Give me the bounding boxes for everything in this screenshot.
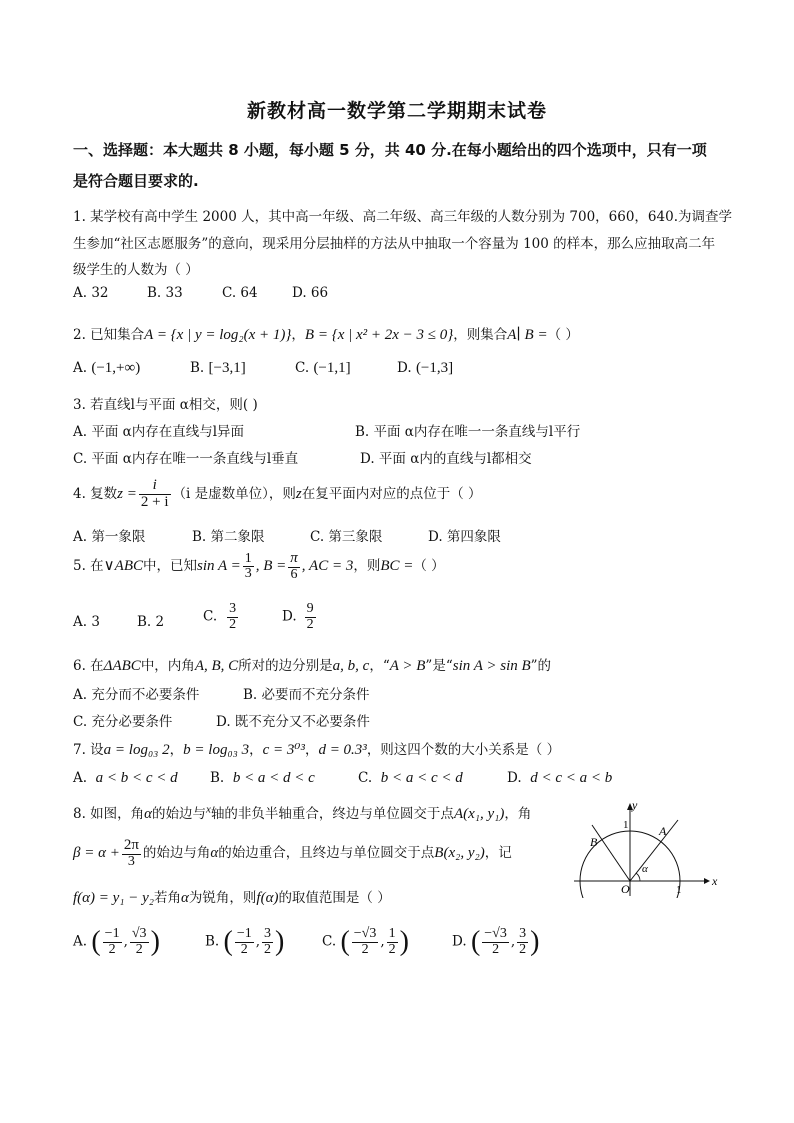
q4-z: z = <box>117 485 137 502</box>
q5-AC: , AC = 3 <box>301 558 354 575</box>
q8-option-b-num1: −1 <box>236 925 252 941</box>
q5-option-d-label: D. <box>282 608 297 625</box>
q8-beta: β = α + <box>73 845 120 862</box>
q3-option-c: C. 平面 α内存在唯一一条直线与l垂直 <box>73 451 299 467</box>
angle-alpha-arc <box>636 873 640 881</box>
q8-option-a-num1: −1 <box>104 925 120 941</box>
q7-sep2: ， <box>249 742 263 758</box>
q2-stem <box>73 323 579 344</box>
q4-mid: （i 是虚数单位），则 <box>172 485 296 502</box>
q1-option-b: B. 33 <box>147 285 183 301</box>
q4-option-a: A. 第一象限 <box>73 529 146 545</box>
q7-option-b <box>210 770 315 787</box>
q5-frac1-den: 3 <box>244 566 252 582</box>
q2-option-c-label: C. <box>295 360 310 376</box>
q5-frac2 <box>288 551 300 582</box>
q2-option-c-value: (−1,1] <box>313 360 351 376</box>
q5-option-a: A. 3 <box>73 614 100 630</box>
q4-option-d: D. 第四象限 <box>428 529 501 545</box>
q1-line1: 1. 某学校有高中学生 2000 人，其中高一年级、高二年级、高三年级的人数分别为 700，660，640.为调查学 <box>73 209 732 225</box>
q5-mid: 中，已知 <box>142 558 197 575</box>
q8-f-def: f(α) = y₁ − y₂ <box>73 890 155 906</box>
q7-prefix: 7. 设 <box>73 742 104 758</box>
q4-suffix: 在复平面内对应的点位于（ ） <box>301 485 482 502</box>
q8-option-c: C. ( $\frac{-√3}{2}$ , $\frac{1}{2}$ ) <box>322 925 409 957</box>
q3-option-d: D. 平面 α内的直线与l都相交 <box>360 451 532 467</box>
q7-c: c = 3⁰³ <box>262 742 305 758</box>
q5-option-d-num: 9 <box>306 601 314 616</box>
q5-frac1 <box>243 552 254 582</box>
x-axis-arrow <box>704 878 710 884</box>
q6-angles: A, B, C <box>194 658 239 674</box>
q2-option-d <box>397 360 453 377</box>
q8-line1c: 轴的非负半轴重合，终边与单位圆交于点 <box>210 806 454 822</box>
q6-cond1: A > B <box>389 658 426 674</box>
q7-option-b-value: b < a < d < c <box>232 770 315 786</box>
q8-line2b: 的始边重合，且终边与单位圆交于点 <box>218 845 435 862</box>
q6-stem <box>73 654 551 675</box>
q7-option-a-label: A. <box>73 770 88 786</box>
q8-option-b: B. ( $\frac{-1}{2}$ , $\frac{3}{2}$ ) <box>205 925 285 957</box>
q5-stem <box>73 551 445 582</box>
q4-option-b: B. 第二象限 <box>192 529 265 545</box>
q6-mid4: ”是“ <box>425 658 453 674</box>
q7-option-d-value: d < c < a < b <box>530 770 613 786</box>
q8-option-a: A. ( $\frac{-1}{2}$ , $\frac{√3}{2}$ ) <box>73 925 160 957</box>
q2-option-b <box>190 360 246 377</box>
q4-option-c: C. 第三象限 <box>310 529 383 545</box>
q7-b: b = log₀₃ 3 <box>183 742 250 758</box>
q6-option-c: C. 充分必要条件 <box>73 714 173 730</box>
q6-option-a: A. 充分而不必要条件 <box>73 687 200 703</box>
q8-line3b: 为锐角，则 <box>188 890 257 906</box>
q7-option-a <box>73 770 178 787</box>
q8-option-b-num2: 3 <box>264 925 272 941</box>
q5-prefix: 5. 在 <box>73 558 104 575</box>
q3-option-a: A. 平面 α内存在直线与l异面 <box>73 424 245 440</box>
q7-option-c-value: b < a < c < d <box>380 770 463 786</box>
figure-label-x: x <box>712 874 718 888</box>
q8-option-c-num1: −√3 <box>353 925 377 941</box>
q6-mid3: ，“ <box>369 658 390 674</box>
section-header-line2: 是符合题目要求的. <box>73 172 199 190</box>
q1-option-a: A. 32 <box>73 285 109 301</box>
q2-tail: （ ） <box>547 327 579 343</box>
q8-x: x <box>206 803 211 816</box>
q8-line1d: ，角 <box>504 806 532 822</box>
q8-option-d-den2: 2 <box>519 941 527 957</box>
q8-option-a-label: A. <box>73 933 88 950</box>
q7-option-b-label: B. <box>210 770 225 786</box>
q8-option-b-den2: 2 <box>264 941 272 957</box>
q8-f-alpha: f(α) <box>256 890 279 906</box>
ray-oa <box>630 820 678 881</box>
q8-option-a-den1: 2 <box>108 941 116 957</box>
q8-line3c: 的取值范围是（ ） <box>278 890 391 906</box>
section-header-line1: 一、选择题：本大题共 8 小题，每小题 5 分，共 40 分.在每小题给出的四个选项中，只有一项 <box>73 141 707 159</box>
q8-alpha-3: α <box>181 890 189 906</box>
q8-line2a: 的始边与角 <box>142 845 211 862</box>
q7-sep1: ， <box>169 742 184 758</box>
page-title: 新教材高一数学第二学期期末试卷 <box>246 100 547 122</box>
q1-option-d: D. 66 <box>292 285 329 301</box>
q6-prefix: 6. 在 <box>73 658 104 674</box>
q2-option-a-value: (−1,+∞) <box>91 360 141 376</box>
q8-line1b: 的始边与 <box>152 806 207 822</box>
q5-frac2-den: 6 <box>290 566 298 582</box>
q8-line2c: ，记 <box>484 845 512 862</box>
q2-option-a <box>73 360 140 377</box>
q1-option-c: C. 64 <box>222 285 258 301</box>
q2-expr: A∣ B = <box>507 327 548 343</box>
q2-prefix: 2. 已知集合 <box>73 327 145 343</box>
q3-option-b: B. 平面 α内存在唯一一条直线与l平行 <box>355 424 581 440</box>
q8-line1 <box>73 802 531 823</box>
q6-sides: a, b, c <box>332 658 370 674</box>
figure-label-one-y: 1 <box>623 819 629 831</box>
q2-option-b-value: [−3,1] <box>208 360 246 376</box>
q5-then: ，则 <box>353 558 381 575</box>
q8-option-d-num2: 3 <box>519 925 527 941</box>
q2-option-d-value: (−1,3] <box>415 360 454 376</box>
q2-option-c <box>295 360 351 377</box>
q8-option-c-den2: 2 <box>388 941 396 957</box>
q7-sep3: ， <box>304 742 319 758</box>
figure-label-y: y <box>632 798 638 812</box>
q7-option-d-label: D. <box>507 770 522 786</box>
q8-option-d-den1: 2 <box>492 941 500 957</box>
q8-option-c-label: C. <box>322 933 337 950</box>
q8-point-b: B(x₂, y₂) <box>434 845 485 862</box>
figure-label-one-x: 1 <box>676 884 682 896</box>
q5-frac1-num: 1 <box>244 550 252 566</box>
q8-option-d: D. ( $\frac{-√3}{2}$ , $\frac{3}{2}$ ) <box>452 925 540 957</box>
q8-option-d-num1: −√3 <box>484 925 507 941</box>
q5-option-c-den: 2 <box>229 616 237 632</box>
q5-option-c <box>203 602 240 632</box>
q8-option-c-num2: 1 <box>388 925 396 941</box>
q5-sinA: sin A = <box>196 558 241 575</box>
q6-option-d: D. 既不充分又不必要条件 <box>216 714 370 730</box>
q5-tail: （ ） <box>413 558 445 575</box>
q3-stem: 3. 若直线l与平面 α相交，则( ) <box>73 397 258 413</box>
q5-option-c-label: C. <box>203 608 218 625</box>
q7-option-c <box>358 770 463 787</box>
q5-B: , B = <box>255 558 287 575</box>
q7-a: a = log₀₃ 2 <box>103 742 170 758</box>
q4-prefix: 4. 复数 <box>73 485 118 502</box>
q2-option-a-label: A. <box>73 360 88 376</box>
q6-tail: ”的 <box>530 658 552 674</box>
q2-set-a: A = {x | y = log₂(x + 1)} <box>144 327 292 343</box>
q1-line3: 级学生的人数为（ ） <box>73 262 199 278</box>
q8-line2 <box>73 838 512 869</box>
q8-point-a: A(x₁, y₁) <box>453 806 505 822</box>
q6-triangle: ΔABC <box>103 658 141 674</box>
q7-tail: ，则这四个数的大小关系是（ ） <box>366 742 561 758</box>
q5-option-b: B. 2 <box>137 614 165 630</box>
q2-option-d-label: D. <box>397 360 412 376</box>
q5-BC: BC = <box>380 558 414 575</box>
figure-label-alpha: α <box>642 863 648 875</box>
q8-option-a-num2: √3 <box>131 925 147 941</box>
q8-line3a: 若角 <box>154 890 182 906</box>
ray-ob <box>592 825 630 881</box>
q7-option-a-value: a < b < c < d <box>95 770 178 786</box>
q6-mid1: 中，内角 <box>140 658 195 674</box>
q7-option-c-label: C. <box>358 770 373 786</box>
q7-option-d <box>507 770 612 787</box>
q8-option-a-den2: 2 <box>135 941 143 957</box>
q5-option-d <box>282 602 318 632</box>
q8-beta-den: 3 <box>127 853 135 869</box>
q5-triangle: ∨ABC <box>103 558 143 575</box>
q5-option-c-num: 3 <box>229 601 237 616</box>
q8-beta-num: 2π <box>123 837 139 853</box>
q2-set-b: B = {x | x² + 2x − 3 ≤ 0} <box>304 327 454 343</box>
q8-beta-frac <box>122 838 141 869</box>
q6-mid2: 所对的边分别是 <box>238 658 333 674</box>
unit-circle-figure <box>570 798 720 898</box>
q8-alpha-1: α <box>144 806 153 822</box>
q8-option-b-den1: 2 <box>240 941 248 957</box>
q5-option-d-frac <box>305 602 316 632</box>
figure-label-a: A <box>659 824 667 838</box>
q7-stem <box>73 738 560 759</box>
figure-label-b: B <box>590 835 598 849</box>
q2-suffix: ，则集合 <box>453 327 508 343</box>
q4-z2: z <box>295 485 302 502</box>
q8-option-d-label: D. <box>452 933 467 950</box>
q4-numerator: i <box>139 478 171 495</box>
q6-cond2: sin A > sin B <box>452 658 531 674</box>
q2-option-b-label: B. <box>190 360 205 376</box>
q8-option-c-den1: 2 <box>361 941 369 957</box>
q8-alpha-2: α <box>210 845 219 862</box>
q4-fraction <box>139 478 171 511</box>
q2-mid: ， <box>291 327 305 343</box>
figure-label-origin: O <box>621 882 630 896</box>
q5-option-d-den: 2 <box>306 616 314 632</box>
q5-option-c-frac <box>227 602 238 632</box>
q4-denominator: 2 + i <box>140 493 169 510</box>
q5-frac2-num: π <box>290 550 298 566</box>
q1-line2: 生参加“社区志愿服务”的意向，现采用分层抽样的方法从中抽取一个容量为 100 的样本，那么应抽取高二年 <box>73 236 716 252</box>
q4-stem <box>73 478 482 511</box>
q8-line1a: 8. 如图，角 <box>73 806 145 822</box>
q8-option-b-label: B. <box>205 933 220 950</box>
q7-d: d = 0.3³ <box>318 742 367 758</box>
q8-line3 <box>73 886 391 907</box>
q6-option-b: B. 必要而不充分条件 <box>243 687 370 703</box>
